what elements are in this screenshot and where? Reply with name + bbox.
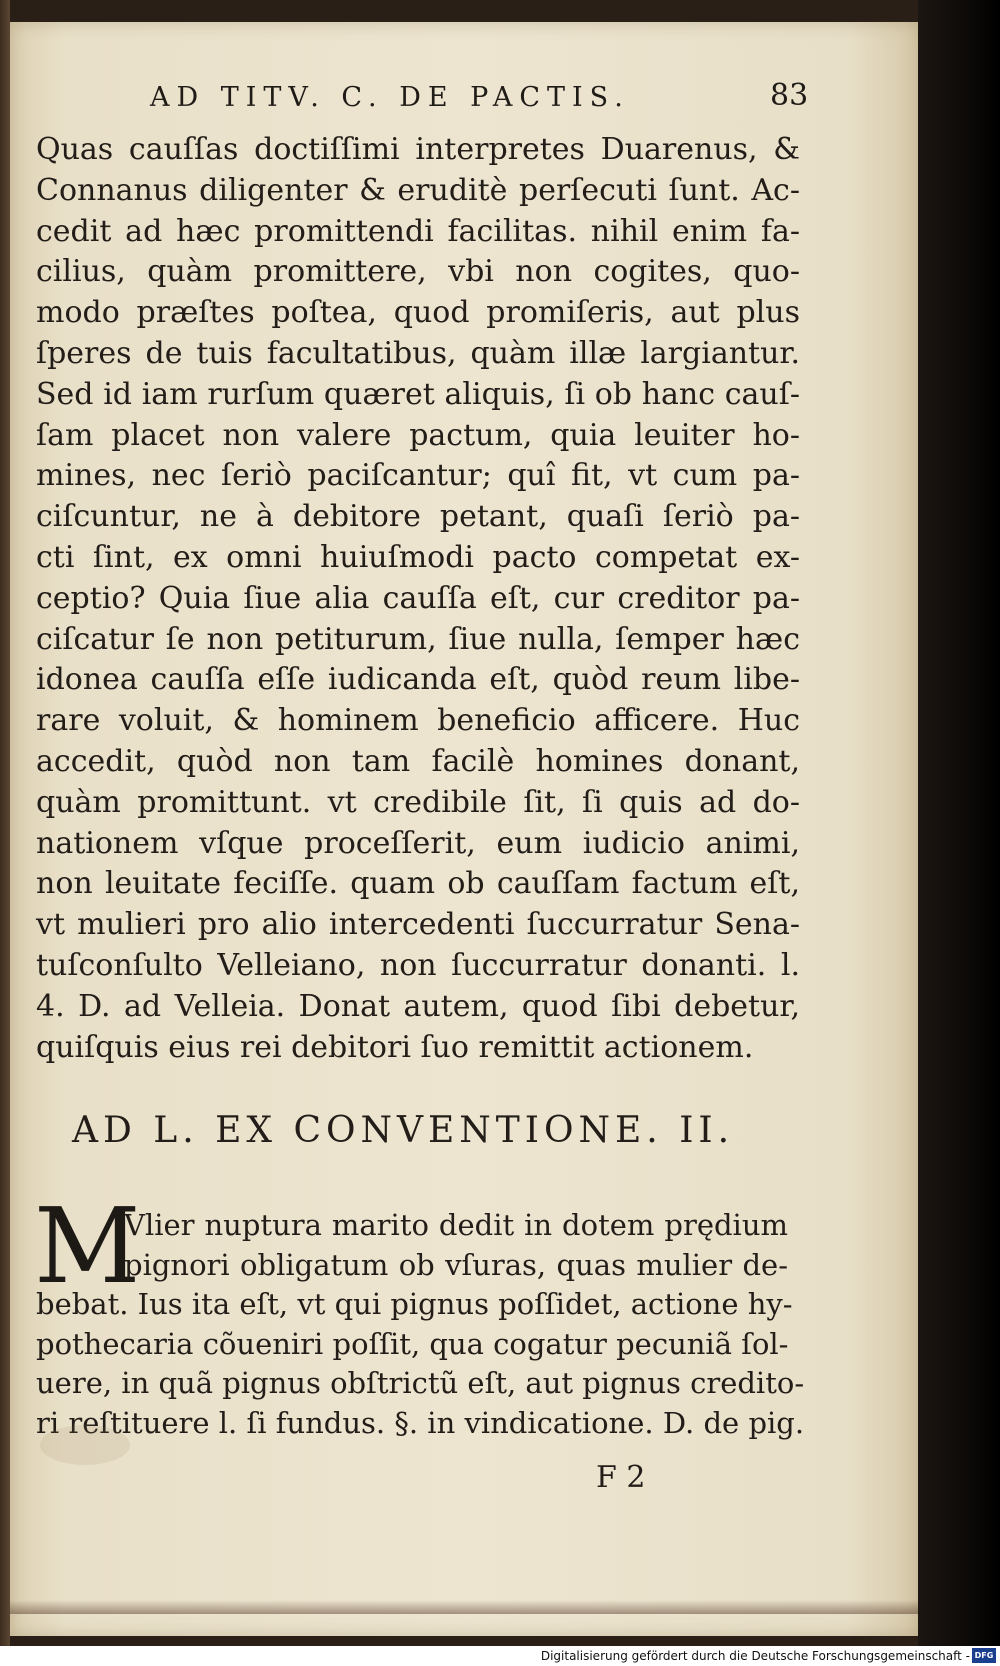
text-line: Sed id iam rurſum quæret aliquis, ſi ob hanc cauſ- [36, 376, 800, 412]
text-line: cedit ad hæc promittendi facilitas. nihil enim fa- [36, 213, 800, 249]
page-bottom-edge [10, 1600, 920, 1614]
paragraph-2 [36, 1206, 805, 1444]
scan-background-right [918, 0, 1000, 1666]
text-line: idonea cauſſa eſſe iudicanda eſt, quòd reum libe- [36, 662, 800, 698]
text-line: ſperes de tuis facultatibus, quàm illæ largiantur. [36, 335, 800, 371]
text-line: 4. D. ad Velleia. Donat autem, quod ſibi debetur, [36, 988, 800, 1024]
text-line: ri reſtituere l. ſi fundus. §. in vindicatione. D. de pig. [36, 1405, 805, 1440]
text-line: Connanus diligenter & eruditè perſecuti ſunt. Ac- [36, 172, 800, 208]
text-line: tuſconſulto Velleiano, non ſuccurratur donanti. l. [36, 947, 800, 983]
page-number: 83 [770, 78, 809, 113]
text-line: Vlier nuptura marito dedit in dotem prędium [124, 1208, 788, 1242]
text-line: uere, in quã pignus obſtrictũ eſt, aut pignus credito- [36, 1366, 805, 1401]
text-line: cti ſint, ex omni huiuſmodi pacto competat ex- [36, 539, 800, 575]
paragraph-1 [36, 130, 800, 1068]
text-line: non leuitate feciſſe. quam ob cauſſam factum eſt, [36, 866, 800, 902]
section-heading: AD L. EX CONVENTIONE. II. [72, 1110, 735, 1151]
text-line: Quas cauſſas doctiſſimi interpretes Duarenus, & [36, 132, 800, 167]
dfg-logo-icon: DFG [972, 1648, 996, 1663]
text-line: ciſcatur ſe non petiturum, ſiue nulla, ſemper hæc [36, 621, 800, 657]
text-line: rare voluit, & hominem beneficio afficere. Huc [36, 703, 800, 739]
text-line: ciſcuntur, ne à debitore petant, quaſi ſeriò pa- [36, 499, 800, 535]
signature-mark: F 2 [596, 1460, 646, 1495]
text-line: quàm promittunt. vt credibile ſit, ſi quis ad do- [36, 784, 800, 820]
drop-initial: M [34, 1185, 141, 1307]
text-line: mines, nec ſeriò paciſcantur; quî fit, vt cum pa- [36, 458, 800, 494]
text-line: bebat. Ius ita eſt, vt qui pignus poſſidet, actione hy- [36, 1287, 793, 1322]
text-line: pignori obligatum ob vſuras, quas mulier de- [124, 1247, 788, 1282]
paper-stain [40, 1425, 130, 1465]
text-line: nationem vſque proceſſerit, eum iudicio animi, [36, 825, 800, 861]
text-line: pothecaria cõueniri poſſit, qua cogatur pecuniã ſol- [36, 1326, 789, 1361]
footer-credit: Digitalisierung gefördert durch die Deutsche Forschungsgemeinschaft - [540, 1649, 970, 1663]
text-line: cilius, quàm promittere, vbi non cogites, quo- [36, 254, 800, 290]
text-line: quiſquis eius rei debitori ſuo remittit actionem. [36, 1029, 754, 1065]
running-head: AD TITV. C. DE PACTIS. [150, 82, 630, 113]
text-line: modo præſtes poſtea, quod promiſeris, aut plus [36, 295, 800, 331]
text-line: vt mulieri pro alio intercedenti ſuccurratur Sena- [36, 907, 800, 943]
book-gutter-shadow [0, 0, 10, 1666]
text-line: accedit, quòd non tam facilè homines donant, [36, 743, 800, 779]
text-line: ſam placet non valere pactum, quia leuiter ho- [36, 417, 800, 453]
text-line: ceptio? Quia ſiue alia cauſſa eſt, cur creditor pa- [36, 580, 800, 616]
